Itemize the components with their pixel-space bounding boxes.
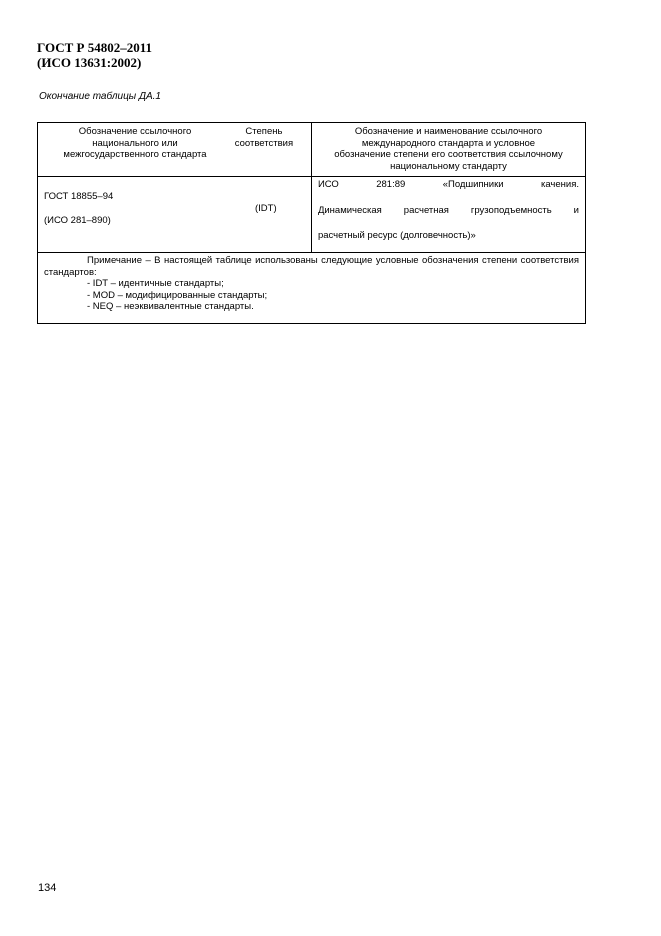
degree-value: (IDT) xyxy=(255,203,277,214)
note-item-idt: - IDT – идентичные стандарты; xyxy=(87,278,224,289)
table-header-row xyxy=(38,123,586,177)
header-national-standard: Обозначение ссылочного национального или межгосударственного стандарта xyxy=(63,126,207,160)
page-number: 134 xyxy=(38,882,57,894)
header-degree: Степень соответствия xyxy=(234,126,294,149)
note-item-mod: - MOD – модифицированные стандарты; xyxy=(87,289,268,301)
international-standard-cell xyxy=(311,177,585,253)
note-text: Примечание – В настоящей таблице использованы следующие условные обозначения степени соответствия стандартов: xyxy=(44,255,579,278)
document-header xyxy=(37,40,152,70)
intl-standard-line-3: расчетный ресурс (долговечность)» xyxy=(317,230,476,241)
standards-table xyxy=(37,122,586,324)
note-cell xyxy=(38,253,586,324)
national-standard-cell xyxy=(38,177,312,253)
national-standard-iso-ref: (ИСО 281–890) xyxy=(44,215,111,226)
intl-standard-line-1: ИСО 281:89 «Подшипники качения. xyxy=(317,179,579,190)
note-row xyxy=(38,253,586,324)
note-item-neq: - NEQ – неэквивалентные стандарты. xyxy=(87,301,254,312)
intl-standard-line-2: Динамическая расчетная грузоподъемность и xyxy=(317,204,579,216)
header-cell-national xyxy=(38,123,312,177)
table-row xyxy=(38,177,586,253)
standard-number: ГОСТ Р 54802–2011 xyxy=(37,40,153,55)
header-cell-international xyxy=(311,123,585,177)
table-caption: Окончание таблицы ДА.1 xyxy=(39,91,161,102)
iso-equivalent: (ИСО 13631:2002) xyxy=(37,55,142,70)
header-international-standard: Обозначение и наименование ссылочного международного стандарта и условное обозначение степени его соответствия ссылочному национальному стандарту xyxy=(334,126,563,172)
national-standard-code: ГОСТ 18855–94 xyxy=(44,191,114,202)
